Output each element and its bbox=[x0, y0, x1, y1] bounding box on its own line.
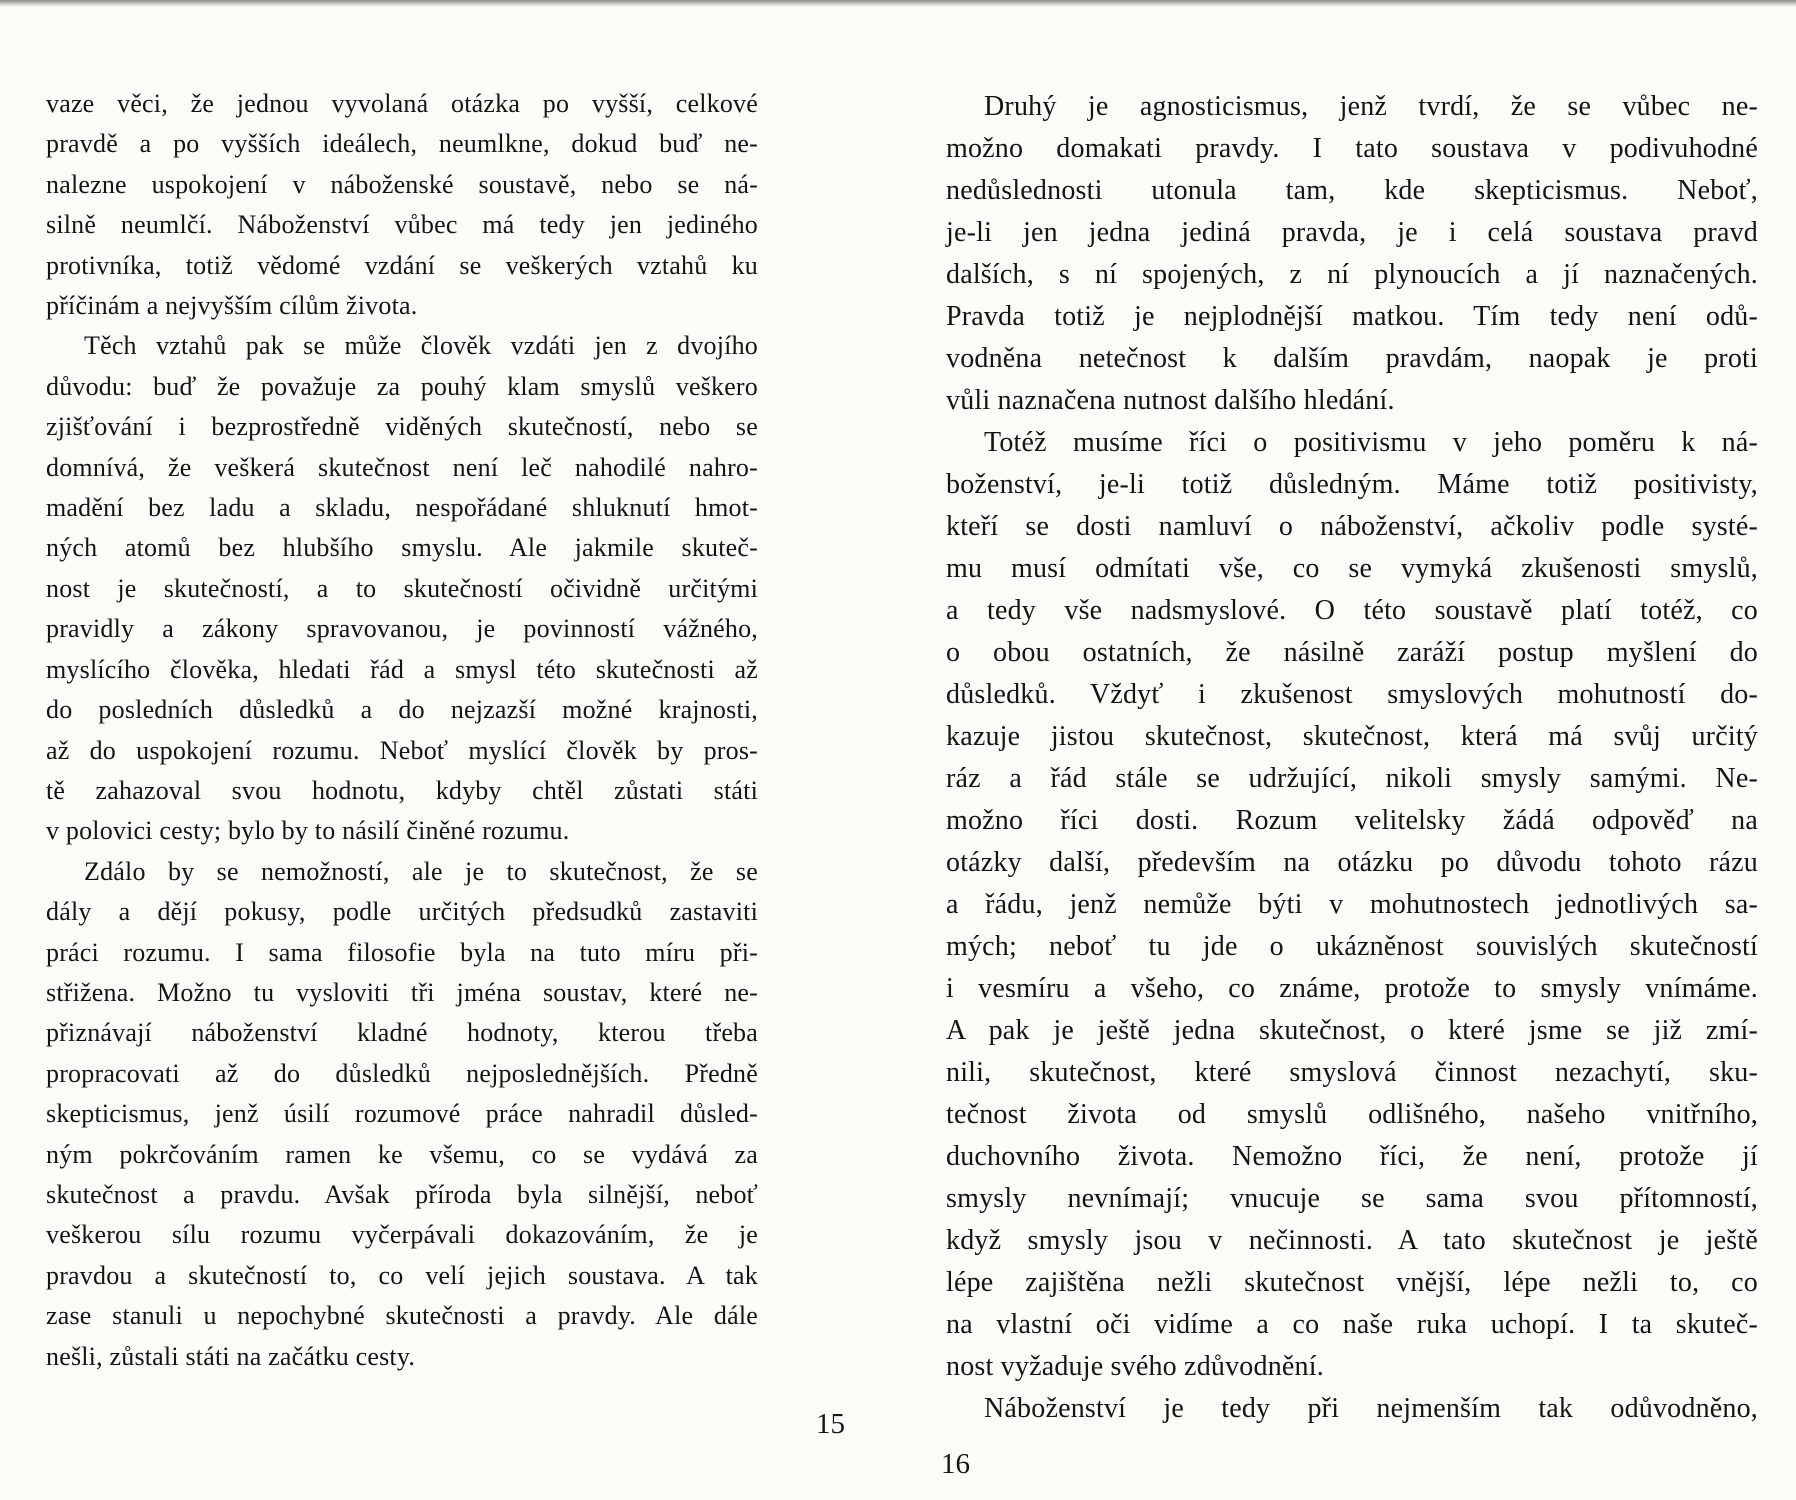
text-line: možno říci dosti. Rozum velitelsky žádá odpověď na bbox=[946, 805, 1758, 836]
text-line: vůli naznačena nutnost dalšího hledání. bbox=[946, 385, 1395, 416]
text-line: myslícího člověka, hledati řád a smysl této skutečnosti až bbox=[46, 654, 758, 684]
text-line: domnívá, že veškerá skutečnost není leč nahodilé nahro- bbox=[46, 452, 758, 482]
text-line: duchovního života. Nemožno říci, že není, protože jí bbox=[946, 1141, 1758, 1172]
text-line: a řádu, jenž nemůže býti v mohutnostech jednotlivých sa- bbox=[946, 889, 1758, 920]
text-line: Totéž musíme říci o positivismu v jeho poměru k ná- bbox=[984, 427, 1758, 458]
text-line: madění bez ladu a skladu, nespořádané shluknutí hmot- bbox=[46, 493, 758, 523]
text-line: když smysly jsou v nečinnosti. A tato skutečnost je ještě bbox=[946, 1225, 1758, 1256]
text-line: až do uspokojení rozumu. Neboť myslící člověk by pros- bbox=[46, 735, 758, 765]
scan-edge-shadow bbox=[0, 0, 1796, 7]
text-line: otázky další, především na otázku po důvodu tohoto rázu bbox=[946, 847, 1758, 878]
text-line: vaze věci, že jednou vyvolaná otázka po vyšší, celkové bbox=[46, 89, 758, 118]
text-line: je-li jen jedna jediná pravda, je i celá soustava pravd bbox=[946, 217, 1758, 248]
text-line: mých; neboť tu jde o ukázněnost souvislých skutečností bbox=[946, 931, 1758, 962]
text-line: A pak je ještě jedna skutečnost, o které jsme se již zmí- bbox=[946, 1015, 1758, 1046]
text-line: propracovati až do důsledků nejposlednějších. Předně bbox=[46, 1058, 758, 1088]
text-line: smysly nevnímají; vnucuje se sama svou přítomností, bbox=[946, 1183, 1758, 1214]
text-line: nost vyžaduje svého zdůvodnění. bbox=[946, 1351, 1324, 1382]
text-line: veškerou sílu rozumu vyčerpávali dokazováním, že je bbox=[46, 1220, 758, 1250]
text-line: mu musí odmítati vše, co se vymyká zkušenosti smyslů, bbox=[946, 553, 1758, 584]
text-line: střižena. Možno tu vysloviti tři jména soustav, které ne- bbox=[46, 977, 758, 1007]
text-line: kteří se dosti namluví o náboženství, ačkoliv podle systé- bbox=[946, 511, 1758, 542]
text-line: Druhý je agnosticismus, jenž tvrdí, že se vůbec ne- bbox=[984, 91, 1758, 122]
text-line: silně neumlčí. Náboženství vůbec má tedy jen jediného bbox=[46, 210, 758, 240]
text-line: možno domakati pravdy. I tato soustava v podivuhodné bbox=[946, 133, 1758, 164]
right-page-text bbox=[946, 86, 1758, 1430]
text-line: i vesmíru a všeho, co známe, protože to smysly vnímáme. bbox=[946, 973, 1758, 1004]
text-line: tečnost života od smyslů odlišného, našeho vnitřního, bbox=[946, 1099, 1758, 1130]
text-line: nost je skutečností, a to skutečností očividně určitými bbox=[46, 573, 758, 603]
text-line: ráz a řád stále se udržující, nikoli smysly samými. Ne- bbox=[946, 763, 1758, 794]
text-line: vodněna netečnost k dalším pravdám, naopak je proti bbox=[946, 343, 1758, 374]
left-page-text bbox=[46, 84, 758, 1377]
text-line: na vlastní oči vidíme a co naše ruka uchopí. I ta skuteč- bbox=[946, 1309, 1758, 1340]
text-line: Zdálo by se nemožností, ale je to skutečnost, že se bbox=[84, 856, 758, 886]
page-number: 16 bbox=[941, 1448, 970, 1480]
text-line: ným pokrčováním ramen ke všemu, co se vydává za bbox=[46, 1139, 758, 1169]
text-line: pravdou a skutečností to, co velí jejich soustava. A tak bbox=[46, 1260, 758, 1290]
text-line: nešli, zůstali státi na začátku cesty. bbox=[46, 1341, 416, 1371]
text-line: ných atomů bez hlubšího smyslu. Ale jakmile skuteč- bbox=[46, 533, 758, 563]
text-line: důvodu: buď že považuje za pouhý klam smyslů veškero bbox=[46, 371, 758, 401]
text-line: skutečnost a pravdu. Avšak příroda byla silnější, neboť bbox=[46, 1179, 758, 1209]
text-line: o obou ostatních, že násilně zaráží postup myšlení do bbox=[946, 637, 1758, 668]
text-line: nedůslednosti utonula tam, kde skepticismus. Neboť, bbox=[946, 175, 1758, 206]
text-line: práci rozumu. I sama filosofie byla na tuto míru při- bbox=[46, 937, 758, 967]
text-line: dály a dějí pokusy, podle určitých předsudků zastaviti bbox=[46, 897, 758, 927]
text-line: Náboženství je tedy při nejmenším tak odůvodněno, bbox=[984, 1393, 1758, 1424]
text-line: tě zahazoval svou hodnotu, kdyby chtěl zůstati státi bbox=[46, 775, 758, 805]
text-line: pravidly a zákony spravovanou, je povinností vážného, bbox=[46, 614, 758, 644]
text-line: protivníka, totiž vědomé vzdání se veškerých vztahů ku bbox=[46, 250, 758, 280]
text-line: kazuje jistou skutečnost, skutečnost, která má svůj určitý bbox=[946, 721, 1758, 752]
text-line: lépe zajištěna nežli skutečnost vnější, lépe nežli to, co bbox=[946, 1267, 1758, 1298]
text-line: a tedy vše nadsmyslové. O této soustavě platí totéž, co bbox=[946, 595, 1758, 626]
text-line: důsledků. Vždyť i zkušenost smyslových mohutností do- bbox=[946, 679, 1758, 710]
text-line: Pravda totiž je nejplodnější matkou. Tím tedy není odů- bbox=[946, 301, 1758, 332]
text-line: zase stanuli u nepochybné skutečnosti a pravdy. Ale dále bbox=[46, 1301, 758, 1331]
text-line: do posledních důsledků a do nejzazší možné krajnosti, bbox=[46, 695, 758, 725]
text-line: v polovici cesty; bylo by to násilí činěné rozumu. bbox=[46, 816, 570, 846]
text-line: boženství, je-li totiž důsledným. Máme totiž positivisty, bbox=[946, 469, 1758, 500]
text-line: Těch vztahů pak se může člověk vzdáti jen z dvojího bbox=[84, 331, 758, 361]
text-line: nalezne uspokojení v náboženské soustavě, nebo se ná- bbox=[46, 169, 758, 199]
text-line: nili, skutečnost, které smyslová činnost nezachytí, sku- bbox=[946, 1057, 1758, 1088]
text-line: pravdě a po vyšších ideálech, neumlkne, dokud buď ne- bbox=[46, 129, 758, 159]
text-line: skepticismus, jenž úsilí rozumové práce nahradil důsled- bbox=[46, 1099, 758, 1129]
text-line: zjišťování i bezprostředně viděných skutečností, nebo se bbox=[46, 412, 758, 442]
page-number: 15 bbox=[816, 1408, 845, 1440]
text-line: příčinám a nejvyšším cílům života. bbox=[46, 291, 418, 321]
text-line: dalších, s ní spojených, z ní plynoucích a jí naznačených. bbox=[946, 259, 1758, 290]
text-line: přiznávají náboženství kladné hodnoty, kterou třeba bbox=[46, 1018, 758, 1048]
